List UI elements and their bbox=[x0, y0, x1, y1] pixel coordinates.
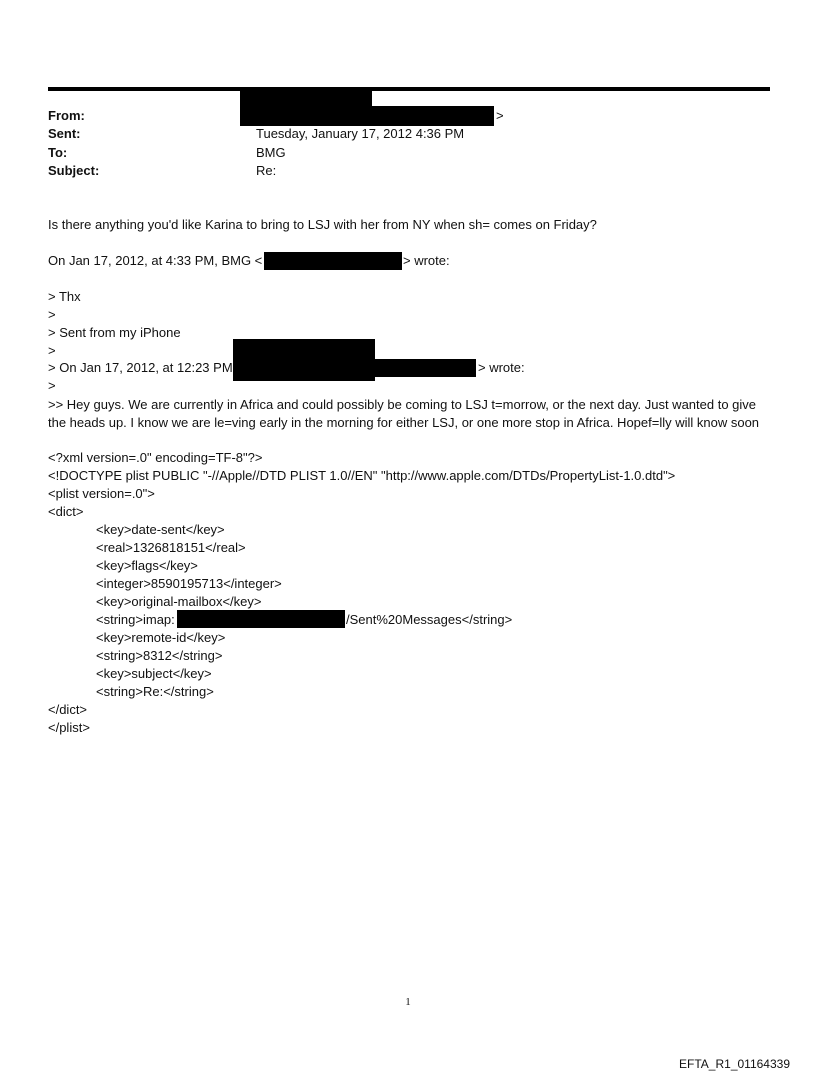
quote-intro-prefix: On Jan 17, 2012, at 4:33 PM, BMG < bbox=[48, 253, 263, 268]
quote-line: > bbox=[48, 343, 56, 358]
to-label: To: bbox=[48, 145, 68, 160]
xml-line: <integer>8590195713</integer> bbox=[96, 576, 282, 591]
quoted-paragraph: >> Hey guys. We are currently in Africa and could possibly be coming to LSJ t=morrow, or the next day. Just wanted to give the heads up. I know we are le=ving early in the morning for either LSJ, or one more stop in Africa. Hopef=lly will know soon bbox=[48, 397, 760, 430]
xml-line: <!DOCTYPE plist PUBLIC "-//Apple//DTD PLIST 1.0//EN" "http://www.apple.com/DTDs/PropertyList-1.0.dtd"> bbox=[48, 468, 676, 483]
from-trailing: > bbox=[496, 108, 504, 123]
xml-line: </dict> bbox=[48, 702, 88, 717]
xml-line: </plist> bbox=[48, 720, 90, 735]
bates-number: EFTA_R1_01164339 bbox=[679, 1057, 790, 1071]
sender-redaction-2 bbox=[375, 359, 476, 377]
xml-line: <key>remote-id</key> bbox=[96, 630, 226, 645]
quote-line: > bbox=[48, 378, 56, 393]
xml-line: <string>8312</string> bbox=[96, 648, 223, 663]
to-value: BMG bbox=[256, 145, 286, 160]
quote-line: > Sent from my iPhone bbox=[48, 325, 181, 340]
xml-line: <real>1326818151</real> bbox=[96, 540, 246, 555]
email-redaction bbox=[264, 252, 402, 270]
from-redaction-1 bbox=[240, 88, 372, 126]
quote-line: > wrote: bbox=[478, 360, 525, 375]
xml-line: <string>Re:</string> bbox=[96, 684, 214, 699]
xml-line: <key>date-sent</key> bbox=[96, 522, 225, 537]
from-redaction-2 bbox=[372, 106, 494, 126]
sender-redaction-1 bbox=[233, 339, 375, 381]
quote-line: > On Jan 17, 2012, at 12:23 PM bbox=[48, 360, 233, 375]
subject-value: Re: bbox=[256, 163, 277, 178]
xml-line: <dict> bbox=[48, 504, 84, 519]
from-label: From: bbox=[48, 108, 85, 123]
body-question: Is there anything you'd like Karina to bring to LSJ with her from NY when sh= comes on Friday? bbox=[48, 217, 597, 232]
quote-line: > Thx bbox=[48, 289, 81, 304]
quote-line: > bbox=[48, 307, 56, 322]
xml-line: <string>imap: bbox=[96, 612, 175, 627]
subject-label: Subject: bbox=[48, 163, 100, 178]
sent-value: Tuesday, January 17, 2012 4:36 PM bbox=[256, 126, 465, 141]
xml-line: <plist version=.0"> bbox=[48, 486, 155, 501]
quote-intro-suffix: > wrote: bbox=[403, 253, 450, 268]
mailbox-redaction bbox=[177, 610, 345, 628]
xml-line: <key>subject</key> bbox=[96, 666, 212, 681]
xml-line: /Sent%20Messages</string> bbox=[346, 612, 513, 627]
xml-line: <key>original-mailbox</key> bbox=[96, 594, 262, 609]
header-rule bbox=[48, 87, 770, 91]
xml-line: <?xml version=.0" encoding=TF-8"?> bbox=[48, 450, 263, 465]
page-number: 1 bbox=[405, 996, 411, 1008]
sent-label: Sent: bbox=[48, 126, 81, 141]
xml-line: <key>flags</key> bbox=[96, 558, 198, 573]
